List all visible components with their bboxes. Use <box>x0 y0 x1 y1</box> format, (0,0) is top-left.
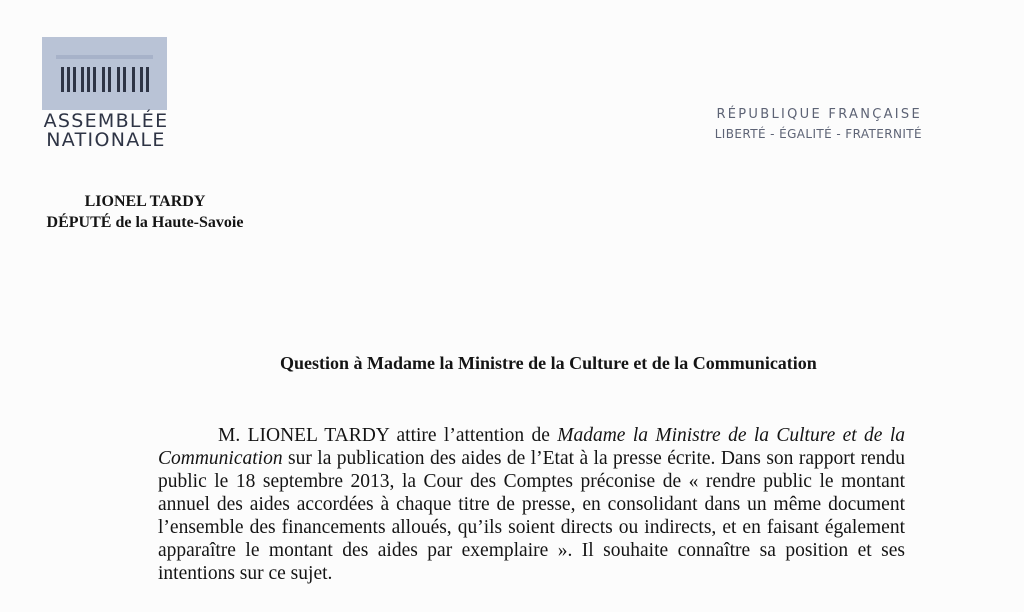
assemblee-nationale-logo <box>42 37 167 110</box>
logo-text-assemblee: ASSEMBLÉE <box>43 110 169 132</box>
question-body-intro: M. LIONEL TARDY attire l’attention de <box>218 425 558 446</box>
minister-name: Madame la Ministre de la Culture et de la Communication <box>158 425 905 469</box>
question-title: Question à Madame la Ministre de la Culture et de la Communication <box>280 353 817 373</box>
republique-francaise-label: RÉPUBLIQUE FRANÇAISE <box>716 107 922 122</box>
republic-motto: LIBERTÉ - ÉGALITÉ - FRATERNITÉ <box>714 127 922 141</box>
question-body-text: sur la publication des aides de l’Etat à la presse écrite. Dans son rapport rendu public le 18 septembre 2013, la Cour des Comptes préconise de « rendre public le montant annuel des aides accordées à chaque titre de presse, en consolidant dans un même document l’ensemble des financements alloués, qu’ils soient directs ou indirects, et en faisant également apparaître le montant des aides par exemplaire ». Il souhaite connaître sa position et ses intentions sur ce sujet. <box>158 448 905 584</box>
question-body <box>158 424 905 585</box>
deputy-name: LIONEL TARDY <box>84 193 206 210</box>
deputy-title: DÉPUTÉ de la Haute-Savoie <box>46 214 244 231</box>
logo-text-nationale: NATIONALE <box>46 129 166 151</box>
building-columns-icon <box>42 37 167 110</box>
